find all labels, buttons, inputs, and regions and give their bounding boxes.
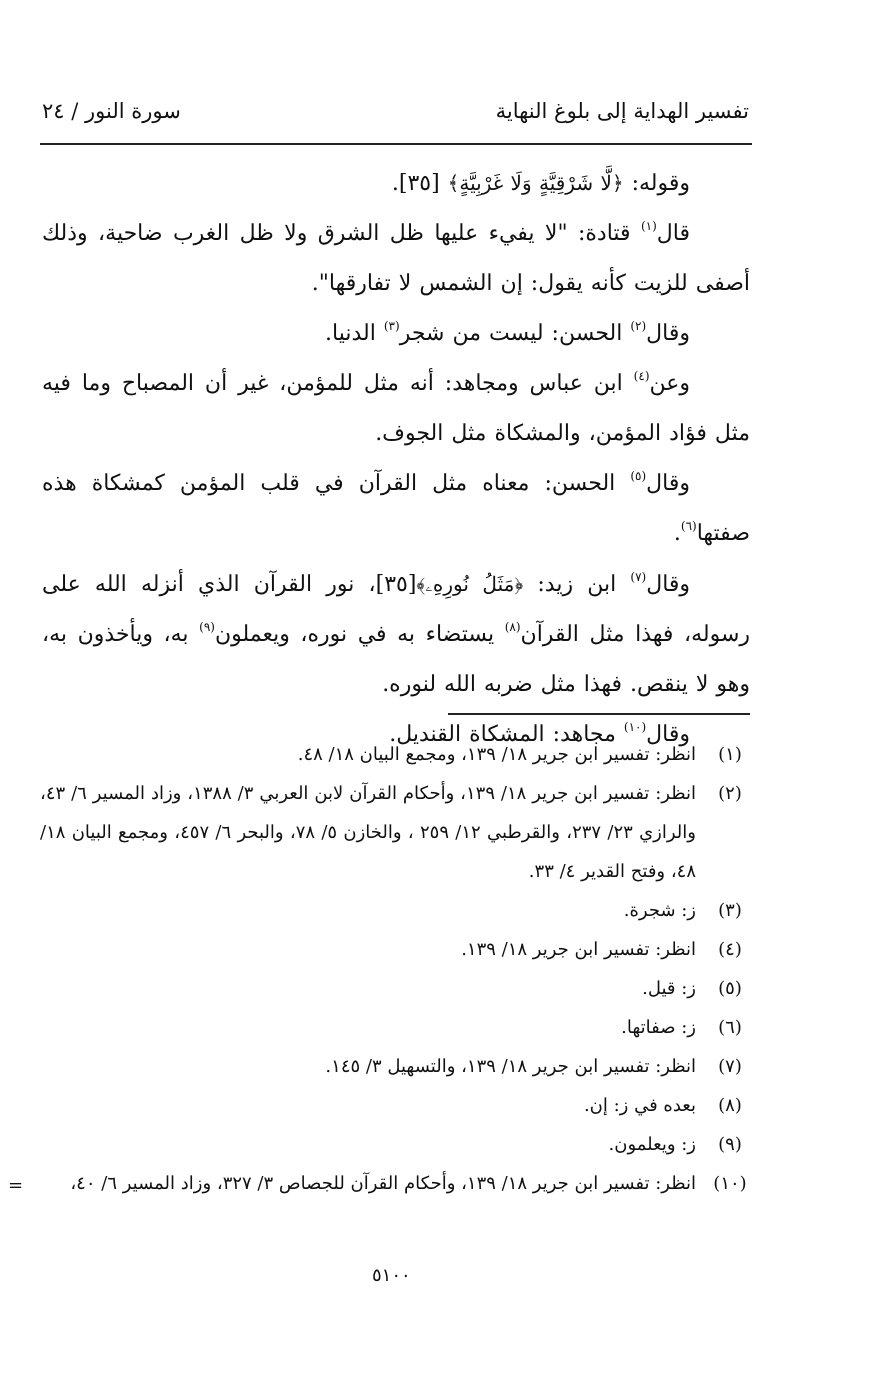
paragraph xyxy=(42,158,750,209)
paragraph xyxy=(42,559,750,710)
footnote-text: ز: ويعلمون. xyxy=(608,1134,696,1155)
footnote-ref: (٦) xyxy=(680,519,697,533)
paragraph xyxy=(42,309,750,359)
paragraph-text: ابن زيد: xyxy=(523,572,631,597)
footnote-text: انظر: تفسير ابن جرير ١٨/ ١٣٩، وأحكام القرآن للجصاص ٣/ ٣٢٧، وزاد المسير ٦/ ٤٠، xyxy=(70,1173,696,1194)
footnote-text: انظر: تفسير ابن جرير ١٨/ ١٣٩. xyxy=(461,939,696,960)
paragraph-text: الحسن: معناه مثل القرآن في قلب المؤمن كمشكاة هذه صفتها xyxy=(42,471,750,546)
footnotes xyxy=(40,735,752,1203)
footnote xyxy=(40,1008,752,1047)
footnote-ref: (٨) xyxy=(504,620,521,634)
footnote-text: انظر: تفسير ابن جرير ١٨/ ١٣٩، وأحكام القرآن لابن العربي ٣/ ١٣٨٨، وزاد المسير ٦/ ٤٣، والرازي ٢٣/ ٢٣٧، والقرطبي ١٢/ ٢٥٩ ، والخازن ٥/ ٧٨، والبحر ٦/ ٤٥٧، ومجمع البيان ١٨/ ٤٨، وفتح القدير ٤/ ٣٣. xyxy=(40,783,696,882)
paragraph-text: وقوله: xyxy=(623,171,690,196)
footnote-ref: (١٠) xyxy=(623,720,647,734)
footnote-text: بعده في ز: إن. xyxy=(583,1095,696,1116)
paragraph-text: [٣٥]. xyxy=(391,171,448,196)
footnote-text: انظر: تفسير ابن جرير ١٨/ ١٣٩، والتسهيل ٣/ ١٤٥. xyxy=(325,1056,696,1077)
paragraph-text: وعن xyxy=(649,371,690,396)
running-header-surah: سورة النور / ٢٤ xyxy=(42,99,181,123)
footnote xyxy=(40,735,752,774)
main-text xyxy=(42,158,750,760)
footnote-number: (١٠) xyxy=(713,1173,747,1194)
footnote xyxy=(40,1047,752,1086)
footnote xyxy=(40,774,752,891)
paragraph-text: وقال xyxy=(646,321,690,346)
footnote-number: (١) xyxy=(718,744,742,765)
paragraph-text: يستضاء به في نوره، ويعملون xyxy=(214,622,505,647)
footnote-number: (٦) xyxy=(718,1017,742,1038)
footnote-ref: (٥) xyxy=(630,469,647,483)
footnote-text: ز: قيل. xyxy=(642,978,696,999)
footnote xyxy=(40,1086,752,1125)
paragraph-text: به، ويأخذون به، وهو لا ينقص. فهذا مثل ضربه الله لنوره. xyxy=(42,622,750,697)
paragraph-text: مجاهد: المشكاة القنديل. xyxy=(389,722,624,747)
footnote-continuation-mark: = xyxy=(8,1175,24,1196)
footnote-ref: (٤) xyxy=(633,369,650,383)
header-rule xyxy=(40,143,752,145)
paragraph-text: ابن عباس ومجاهد: أنه مثل للمؤمن، غير أن المصباح وما فيه مثل فؤاد المؤمن، والمشكاة مثل الجوف. xyxy=(42,371,750,446)
footnote-number: (٤) xyxy=(718,939,742,960)
footnote-text: ز: صفاتها. xyxy=(621,1017,696,1038)
footnote xyxy=(40,891,752,930)
page-number: ٥١٠٠ xyxy=(372,1265,411,1286)
footnote-ref: (٧) xyxy=(630,570,647,584)
footnote-number: (٨) xyxy=(718,1095,742,1116)
footnote-ref: (٢) xyxy=(630,319,647,333)
footnote-ref: (١) xyxy=(640,219,657,233)
paragraph-text: وقال xyxy=(646,722,690,747)
paragraph-text: وقال xyxy=(646,471,690,496)
quran-quote: ﴿لَّا شَرْقِيَّةٍ وَلَا غَرْبِيَّةٍ﴾ xyxy=(447,171,624,195)
footnote-ref: (٩) xyxy=(199,620,215,634)
paragraph-text: قال xyxy=(656,221,690,246)
paragraph-text: . xyxy=(673,521,681,546)
paragraph xyxy=(42,459,750,559)
footnote xyxy=(40,969,752,1008)
quran-quote: ﴿مَثَلُ نُورِهِۦ﴾ xyxy=(416,572,524,596)
footnote-text: ز: شجرة. xyxy=(623,900,696,921)
paragraph-text: [٣٥]، نور القرآن الذي أنزله الله على رسوله، فهذا مثل القرآن xyxy=(42,572,751,647)
footnote-number: (٧) xyxy=(718,1056,742,1077)
footnote xyxy=(40,930,752,969)
footnote-number: (٩) xyxy=(718,1134,742,1155)
footnote-number: (٢) xyxy=(718,783,742,804)
paragraph-text: قتادة: "لا يفيء عليها ظل الشرق ولا ظل الغرب ضاحية، وذلك أصفى للزيت كأنه يقول: إن الشمس لا تفارقها". xyxy=(42,221,750,296)
footnote-ref: (٣) xyxy=(383,319,400,333)
footnote xyxy=(40,1164,752,1203)
footnote xyxy=(40,1125,752,1164)
running-header-book-title: تفسير الهداية إلى بلوغ النهاية xyxy=(495,99,749,123)
footnote-separator xyxy=(448,713,750,715)
paragraph-text: الدنيا. xyxy=(325,321,384,346)
paragraph xyxy=(42,209,750,309)
paragraph-text: وقال xyxy=(646,572,691,597)
footnote-number: (٥) xyxy=(718,978,742,999)
paragraph-text: الحسن: ليست من شجر xyxy=(399,321,631,346)
paragraph xyxy=(42,359,750,459)
footnote-text: انظر: تفسير ابن جرير ١٨/ ١٣٩، ومجمع البيان ١٨/ ٤٨. xyxy=(297,744,696,765)
footnote-number: (٣) xyxy=(718,900,742,921)
